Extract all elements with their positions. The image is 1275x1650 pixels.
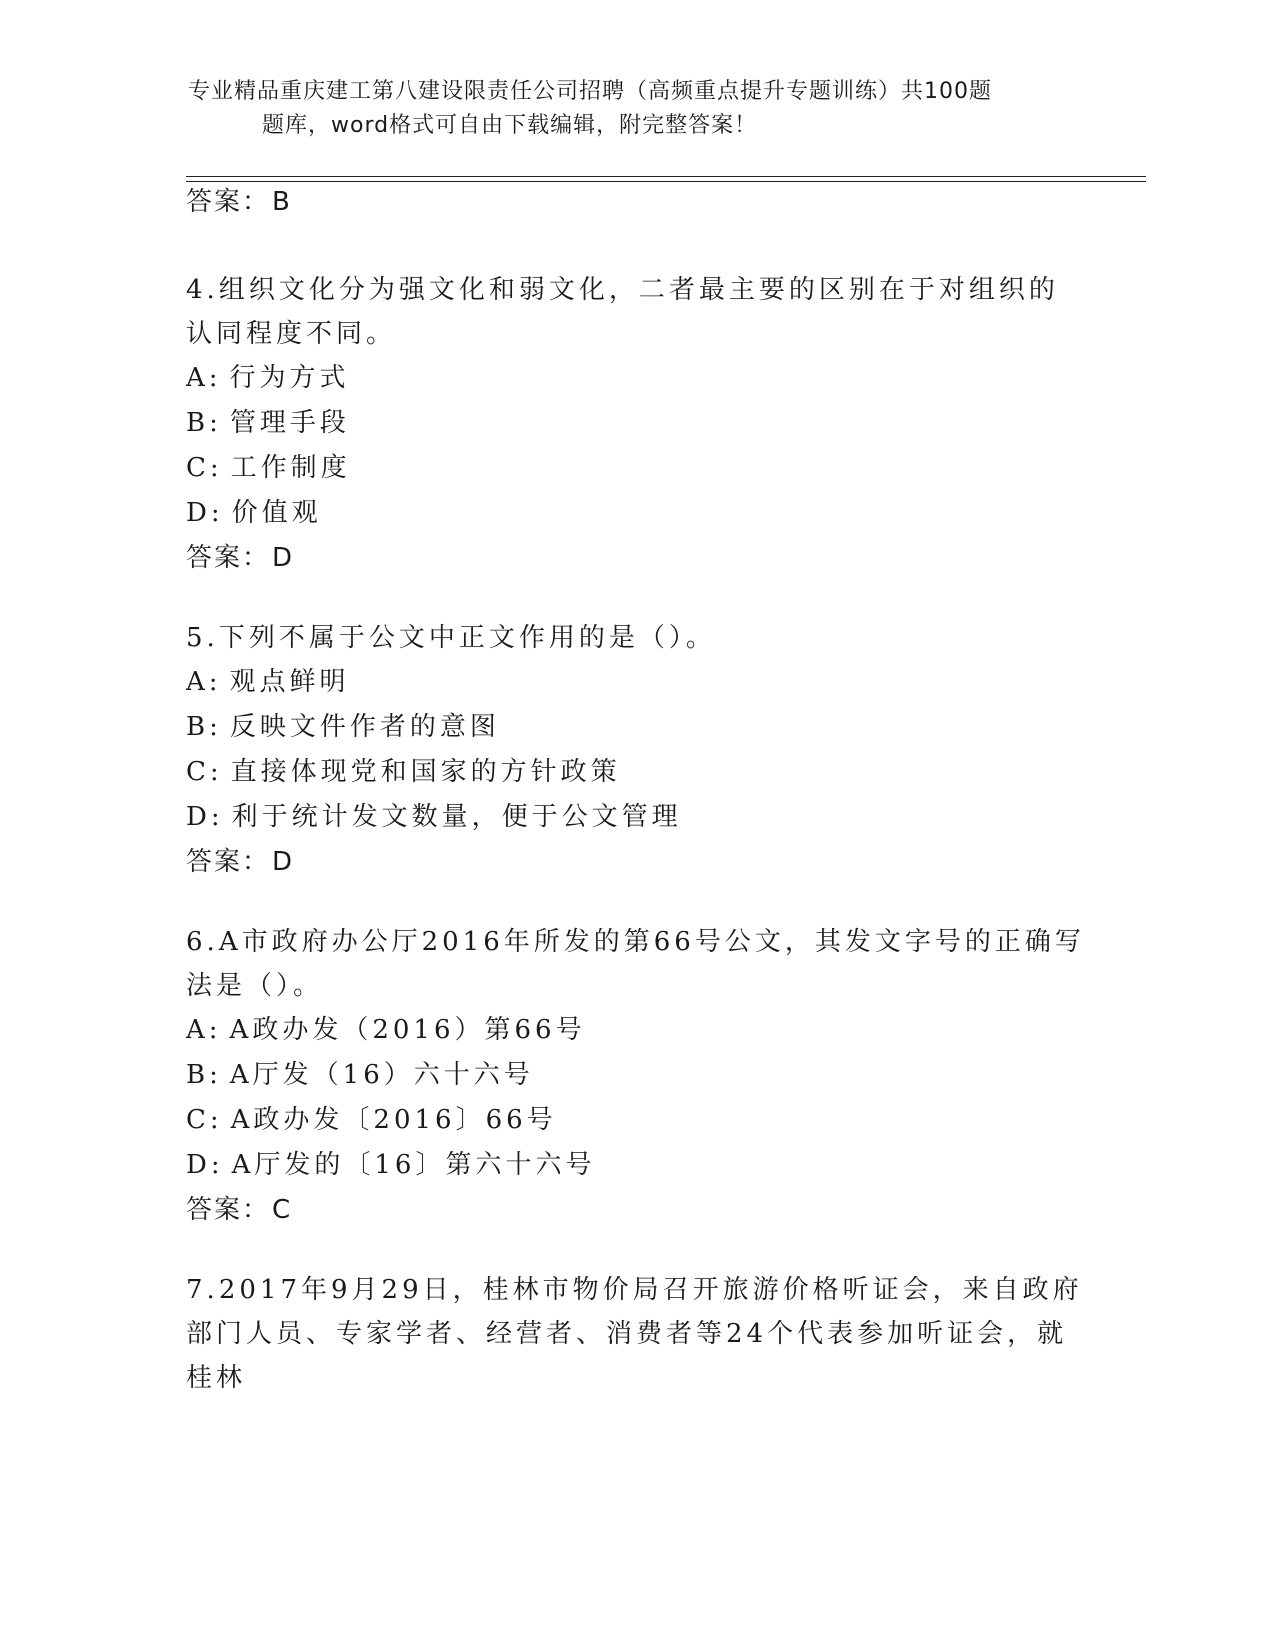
question-6 [186, 920, 1086, 1233]
question-stem: 下列不属于公文中正文作用的是（）。 [218, 623, 716, 653]
question-stem: 2017年9月29日，桂林市物价局召开旅游价格听证会，来自政府部门人员、专家学者、经营者、消费者等24个代表参加听证会，就桂林 [186, 1275, 1083, 1393]
answer-line [186, 840, 1086, 885]
header-divider-top [186, 176, 1146, 177]
question-text [186, 268, 1086, 356]
option-b [186, 705, 1086, 750]
question-number: 7. [186, 1275, 219, 1305]
option-a [186, 1008, 1086, 1053]
question-stem: A市政府办公厅2016年所发的第66号公文，其发文字号的正确写法是（）。 [186, 927, 1085, 1001]
option-b [186, 1053, 1086, 1098]
option-a [186, 660, 1086, 705]
answer-line [186, 536, 1086, 581]
answer-value: B [272, 187, 292, 217]
answer-label: 答案： [186, 187, 271, 217]
option-text: 价值观 [231, 498, 322, 528]
option-text: 直接体现党和国家的方针政策 [230, 757, 621, 787]
option-key: D: [186, 802, 224, 832]
option-text: A政办发（2016）第66号 [229, 1015, 586, 1045]
option-text: A厅发（16）六十六号 [229, 1060, 534, 1090]
option-text: 观点鲜明 [229, 667, 350, 697]
option-key: A: [186, 363, 222, 393]
option-key: A: [186, 667, 222, 697]
option-key: B: [186, 712, 222, 742]
question-text [186, 920, 1086, 1008]
option-a [186, 356, 1086, 401]
answer-value: C [272, 1195, 293, 1225]
option-text: 行为方式 [229, 363, 350, 393]
question-number: 5. [186, 623, 219, 653]
answer-label: 答案： [186, 1195, 271, 1225]
option-text: A厅发的〔16〕第六十六号 [231, 1150, 596, 1180]
option-text: 利于统计发文数量，便于公文管理 [231, 802, 682, 832]
answer-value: D [272, 543, 295, 573]
option-text: 工作制度 [230, 453, 351, 483]
question-text [186, 616, 1086, 660]
option-text: A政办发〔2016〕66号 [230, 1105, 557, 1135]
answer-block-q3 [186, 180, 1086, 225]
option-key: C: [186, 757, 223, 787]
option-key: D: [186, 1150, 224, 1180]
question-7 [186, 1268, 1086, 1400]
header-title-line1: 专业精品重庆建工第八建设限责任公司招聘（高频重点提升专题训练）共100题 [188, 79, 992, 104]
option-c [186, 1098, 1086, 1143]
question-number: 4. [186, 275, 219, 305]
question-4 [186, 268, 1086, 581]
option-key: D: [186, 498, 224, 528]
question-stem: 组织文化分为强文化和弱文化，二者最主要的区别在于对组织的认同程度不同。 [186, 275, 1059, 349]
option-key: C: [186, 1105, 223, 1135]
answer-line [186, 1188, 1086, 1233]
answer-value: D [272, 847, 295, 877]
option-c [186, 750, 1086, 795]
option-d [186, 1143, 1086, 1188]
answer-line [186, 180, 1086, 225]
question-text [186, 1268, 1086, 1400]
question-number: 6. [186, 927, 219, 957]
option-b [186, 401, 1086, 446]
option-key: A: [186, 1015, 222, 1045]
header-title-line2: 题库，word格式可自由下载编辑，附完整答案！ [262, 113, 758, 138]
option-key: B: [186, 1060, 222, 1090]
option-d [186, 491, 1086, 536]
option-c [186, 446, 1086, 491]
option-key: C: [186, 453, 223, 483]
option-key: B: [186, 408, 222, 438]
question-5 [186, 616, 1086, 885]
answer-label: 答案： [186, 847, 271, 877]
option-text: 反映文件作者的意图 [229, 712, 500, 742]
option-text: 管理手段 [229, 408, 350, 438]
answer-label: 答案： [186, 543, 271, 573]
option-d [186, 795, 1086, 840]
